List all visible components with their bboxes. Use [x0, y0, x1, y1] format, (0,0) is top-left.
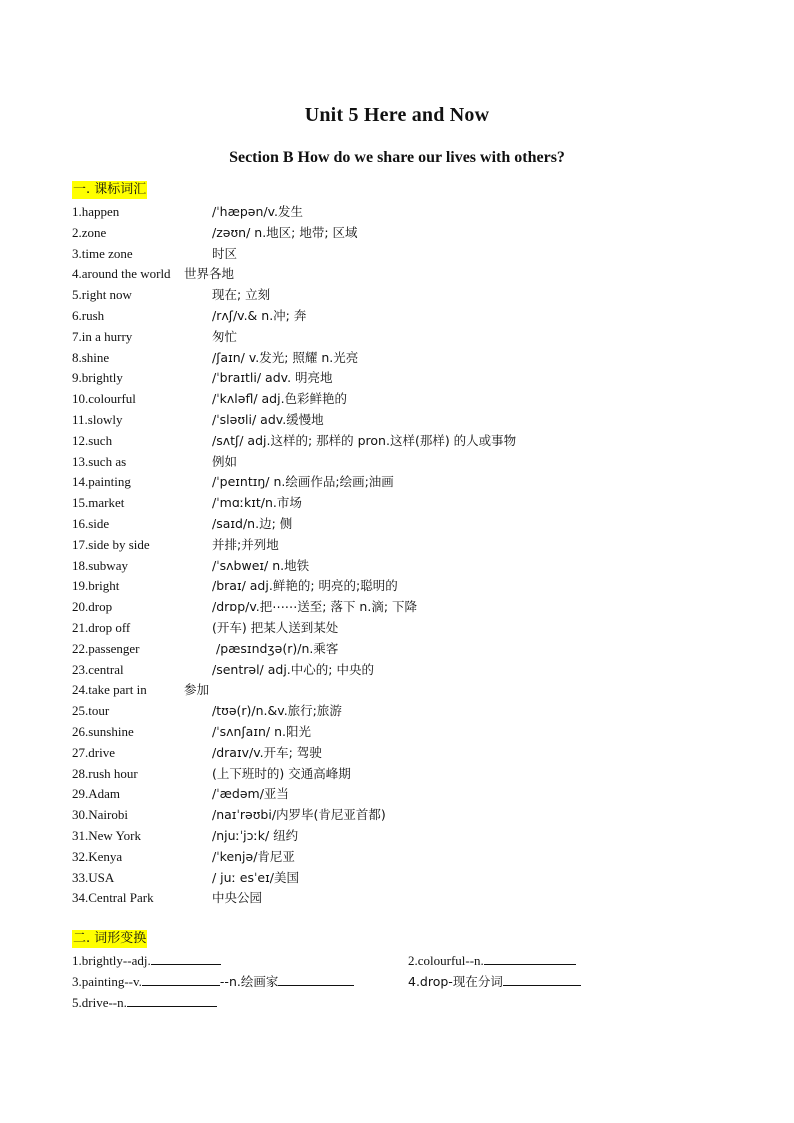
vocab-row	[72, 618, 722, 639]
vocab-word: 17.side by side	[72, 536, 150, 552]
vocab-meaning: /rʌʃ/v.& n.冲; 奔	[212, 307, 307, 323]
vocab-word: 3.time zone	[72, 245, 133, 261]
vocab-row	[72, 764, 722, 785]
vocab-row	[72, 285, 722, 306]
vocab-word: 5.right now	[72, 287, 132, 303]
vocab-row	[72, 410, 722, 431]
vocabulary-list	[72, 202, 722, 909]
vocab-meaning: /drɒp/v.把⋯⋯送至; 落下 n.滴; 下降	[212, 599, 418, 615]
vocab-meaning: /ˈbraɪtli/ adv. 明亮地	[212, 370, 333, 386]
exercise-item	[408, 950, 576, 971]
answer-blank[interactable]	[278, 971, 354, 986]
vocab-row	[72, 348, 722, 369]
vocab-meaning: /ˈhæpən/v.发生	[212, 204, 304, 219]
vocab-word: 12.such	[72, 432, 113, 448]
vocab-word: 8.shine	[72, 349, 110, 365]
vocab-meaning: 世界各地	[184, 266, 235, 282]
exercise-prompt: 5.drive--n.	[72, 995, 127, 1010]
vocab-meaning: (上下班时的) 交通高峰期	[212, 765, 351, 781]
vocab-row	[72, 722, 722, 743]
exercise-row	[72, 950, 722, 971]
answer-blank[interactable]	[151, 950, 221, 965]
vocab-row	[72, 535, 722, 556]
exercise-item	[72, 950, 221, 971]
vocab-row	[72, 452, 722, 473]
vocab-meaning: / juː esˈeɪ/美国	[212, 869, 299, 885]
vocab-word: 33.USA	[72, 869, 115, 885]
vocab-row	[72, 576, 722, 597]
vocab-row	[72, 868, 722, 889]
vocab-row	[72, 826, 722, 847]
vocab-row	[72, 306, 722, 327]
vocab-word: 32.Kenya	[72, 848, 123, 864]
vocab-row	[72, 639, 722, 660]
vocab-row	[72, 431, 722, 452]
vocab-meaning: /njuːˈjɔːk/ 纽约	[212, 827, 299, 843]
vocab-row	[72, 701, 722, 722]
exercise-item	[72, 992, 217, 1013]
vocab-word: 21.drop off	[72, 619, 131, 635]
vocab-word: 27.drive	[72, 744, 115, 760]
vocab-meaning: 匆忙	[212, 328, 238, 344]
vocab-word: 22.passenger	[72, 640, 140, 656]
answer-blank[interactable]	[484, 950, 576, 965]
vocab-word: 20.drop	[72, 599, 113, 615]
vocab-word: 16.side	[72, 515, 110, 531]
vocab-word: 6.rush	[72, 307, 105, 323]
vocab-word: 23.central	[72, 661, 124, 677]
vocab-row	[72, 680, 722, 701]
vocab-word: 15.market	[72, 495, 125, 511]
vocab-meaning: /ˈmɑːkɪt/n.市场	[212, 495, 302, 511]
section-heading-vocabulary: 一. 课标词汇	[73, 182, 147, 197]
vocab-word: 30.Nairobi	[72, 807, 128, 823]
vocab-word: 28.rush hour	[72, 765, 138, 781]
exercise-prompt: 1.brightly--adj.	[72, 953, 151, 968]
vocab-word: 13.such as	[72, 453, 127, 469]
vocab-meaning: /ʃaɪn/ v.发光; 照耀 n.光亮	[212, 349, 359, 365]
vocab-word: 2.zone	[72, 224, 107, 240]
vocab-word: 7.in a hurry	[72, 328, 133, 344]
exercise-item	[72, 971, 354, 992]
vocab-word: 24.take part in	[72, 682, 147, 698]
exercise-prompt: 2.colourful--n.	[408, 953, 484, 968]
vocab-word: 29.Adam	[72, 786, 121, 802]
vocab-row	[72, 493, 722, 514]
vocab-row	[72, 784, 722, 805]
answer-blank[interactable]	[503, 971, 581, 986]
vocab-row	[72, 888, 722, 909]
vocab-meaning: /ˈsʌbweɪ/ n.地铁	[212, 557, 310, 573]
vocab-row	[72, 660, 722, 681]
vocab-row	[72, 743, 722, 764]
vocab-meaning: /pæsɪndʒə(r)/n.乘客	[216, 640, 339, 656]
vocab-word: 1.happen	[72, 204, 120, 219]
answer-blank[interactable]	[127, 992, 217, 1007]
exercise-prompt: 3.painting--v.	[72, 974, 142, 989]
vocab-meaning: /braɪ/ adj.鲜艳的; 明亮的;聪明的	[212, 578, 398, 594]
vocab-meaning: /ˈkʌləfl/ adj.色彩鲜艳的	[212, 391, 348, 407]
vocab-meaning: 中央公园	[212, 890, 263, 906]
exercise-row	[72, 971, 722, 992]
vocab-row	[72, 327, 722, 348]
vocab-word: 9.brightly	[72, 370, 123, 386]
vocab-word: 10.colourful	[72, 391, 136, 407]
vocab-row	[72, 805, 722, 826]
exercise-prompt: 4.drop-现在分词	[408, 974, 503, 989]
vocab-row	[72, 223, 722, 244]
vocab-word: 19.bright	[72, 578, 120, 594]
vocab-word: 4.around the world	[72, 266, 171, 282]
vocab-meaning: /ˈædəm/亚当	[212, 786, 289, 802]
page-title: Unit 5 Here and Now	[304, 104, 490, 126]
vocab-meaning: 例如	[212, 453, 238, 469]
vocab-row	[72, 514, 722, 535]
vocab-row	[72, 202, 722, 223]
vocab-meaning: /tʊə(r)/n.&v.旅行;旅游	[212, 703, 342, 719]
vocab-meaning: /sentrəl/ adj.中心的; 中央的	[212, 661, 374, 677]
vocab-word: 18.subway	[72, 557, 128, 573]
vocab-word: 11.slowly	[72, 411, 123, 427]
exercise-item	[408, 971, 581, 992]
page-subtitle: Section B How do we share our lives with others?	[229, 149, 565, 166]
vocab-meaning: 现在; 立刻	[212, 287, 271, 303]
vocab-row	[72, 389, 722, 410]
vocab-meaning: /ˈkenjə/肯尼亚	[212, 848, 295, 864]
section-heading-word-forms: 二. 词形变换	[73, 931, 147, 946]
vocab-meaning: 参加	[184, 682, 210, 698]
vocab-meaning: /ˈsʌnʃaɪn/ n.阳光	[212, 723, 311, 739]
vocab-word: 26.sunshine	[72, 723, 134, 739]
vocab-row	[72, 847, 722, 868]
vocab-word: 14.painting	[72, 474, 131, 490]
vocab-meaning: /saɪd/n.边; 侧	[212, 515, 293, 531]
exercise-prompt: --n.绘画家	[219, 974, 279, 989]
vocab-meaning: 并排;并列地	[212, 536, 279, 552]
vocab-row	[72, 556, 722, 577]
vocab-row	[72, 597, 722, 618]
vocab-meaning: /ˈsləʊli/ adv.缓慢地	[212, 411, 324, 427]
vocab-meaning: 时区	[212, 245, 238, 261]
exercise-row	[72, 992, 722, 1013]
vocab-meaning: /draɪv/v.开车; 驾驶	[212, 744, 322, 760]
vocab-meaning: /naɪˈrəʊbi/内罗毕(肯尼亚首都)	[212, 807, 386, 823]
vocab-meaning: /zəʊn/ n.地区; 地带; 区域	[212, 224, 358, 240]
vocab-row	[72, 368, 722, 389]
vocab-meaning: (开车) 把某人送到某处	[212, 619, 339, 635]
vocab-word: 25.tour	[72, 703, 110, 719]
vocab-word: 34.Central Park	[72, 890, 154, 906]
vocab-row	[72, 244, 722, 265]
vocab-meaning: /sʌtʃ/ adj.这样的; 那样的 pron.这样(那样) 的人或事物	[212, 432, 517, 448]
vocab-meaning: /ˈpeɪntɪŋ/ n.绘画作品;绘画;油画	[212, 474, 394, 490]
answer-blank[interactable]	[142, 971, 220, 986]
vocab-row	[72, 472, 722, 493]
vocab-row	[72, 264, 722, 285]
vocab-word: 31.New York	[72, 827, 141, 843]
word-form-exercises	[72, 950, 722, 1013]
